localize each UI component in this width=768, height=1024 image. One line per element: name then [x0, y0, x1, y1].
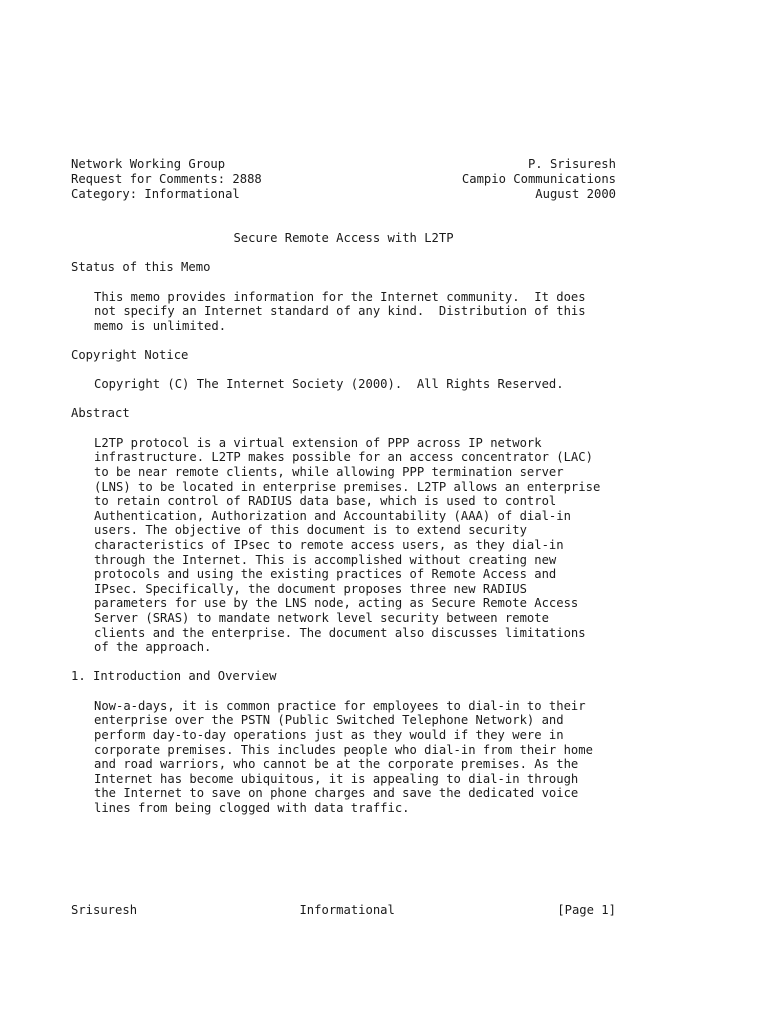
author-organization: Campio Communications [461, 172, 616, 187]
introduction-paragraph: Now-a-days, it is common practice for employees to dial-in to their enterprise over the PSTN (Public Switched Telephone Network) and perform day-to-day operations just as they would if they were in corporate premises. This includes people who dial-in from their home and road warriors, who cannot be at the corporate premises. As the Internet has become ubiquitous, it is appealing to dial-in through the Internet to save on phone charges and save the dedicated voice lines from being clogged with data traffic. [94, 698, 593, 815]
footer-category: Informational [299, 903, 395, 917]
footer-author: Srisuresh [71, 903, 138, 917]
section-heading-abstract: Abstract [71, 406, 130, 421]
author-name: P. Srisuresh [527, 157, 616, 171]
document-title: Secure Remote Access with L2TP [233, 231, 454, 245]
header-row [71, 187, 616, 202]
publication-date: August 2000 [535, 187, 616, 202]
copyright-paragraph: Copyright (C) The Internet Society (2000). All Rights Reserved. [94, 377, 564, 392]
rfc-header [71, 157, 616, 203]
section-heading-status: Status of this Memo [71, 260, 211, 274]
abstract-paragraph: L2TP protocol is a virtual extension of PPP across IP network infrastructure. L2TP makes possible for an access concentrator (LAC) to be near remote clients, while allowing PPP termination server (LNS) to be located in enterprise premises. L2TP allows an enterprise to retain control of RADIUS data base, which is used to control Authentication, Authorization and Accountability (AAA) of dial-in users. The objective of this document is to extend security characteristics of IPsec to remote access users, as they dial-in through the Internet. This is accomplished without creating new protocols and using the existing practices of Remote Access and IPsec. Specifically, the document proposes three new RADIUS parameters for use by the LNS node, acting as Secure Remote Access Server (SRAS) to mandate network level security between remote clients and the enterprise. The document also discusses limitations of the approach. [94, 435, 601, 655]
page-number: [Page 1] [557, 903, 616, 917]
rfc-category: Category: Informational [71, 187, 240, 202]
header-row [71, 172, 616, 187]
rfc-footer [71, 903, 616, 918]
working-group: Network Working Group [71, 157, 226, 171]
document-body [71, 260, 631, 816]
header-row [71, 157, 616, 172]
section-heading-copyright: Copyright Notice [71, 347, 189, 362]
rfc-number: Request for Comments: 2888 [71, 172, 262, 187]
status-paragraph: This memo provides information for the Internet community. It does not specify an Internet standard of any kind. Distribution of this memo is unlimited. [94, 289, 586, 333]
section-heading-introduction: 1. Introduction and Overview [71, 669, 277, 684]
